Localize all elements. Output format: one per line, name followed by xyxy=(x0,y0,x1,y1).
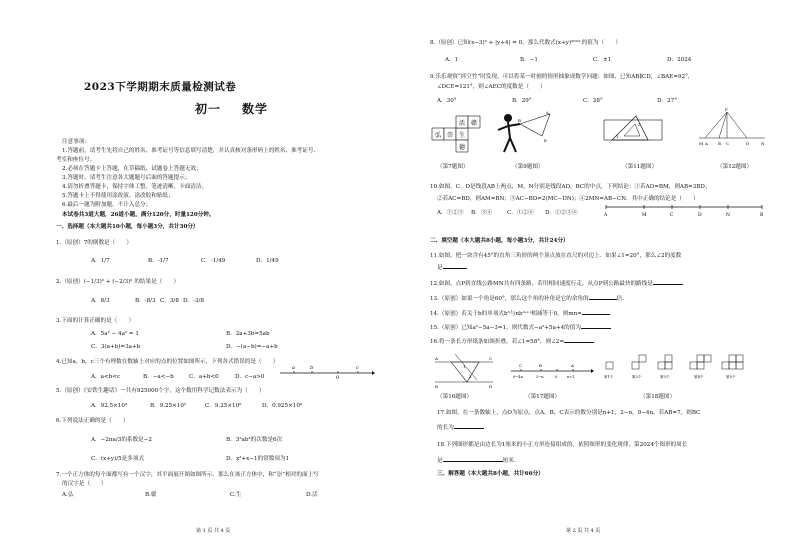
answer-blank[interactable] xyxy=(581,323,611,329)
q2-option-d: D．-3/8 xyxy=(183,298,204,304)
fig17-label: 0 xyxy=(555,375,558,379)
question-3: 3.下面的计算正确的是（ ） xyxy=(56,318,135,324)
fig12-label: M xyxy=(699,141,704,146)
fig-caption: （第16题图） xyxy=(437,394,473,400)
q6-option-a: A．−2πa/3的系数是−2 xyxy=(91,437,152,443)
q1-option-c: C．-1/49 xyxy=(201,258,226,264)
question-9: 9.乐乐观察“抖空竹”时发现，可以将某一时刻的情形抽象成数学问题：如图，已知AB∥CD，∠BAE=92°， xyxy=(430,74,694,80)
section-2-heading: 二、填空题（本大题共8小题，每小题3分，共计24分） xyxy=(430,238,569,244)
axis-label-a: a xyxy=(292,365,295,371)
notice-line: 6.最后一题为附加题，不计入总分； xyxy=(62,202,152,208)
exam-page-1 xyxy=(0,0,396,546)
segment-point-label: D xyxy=(698,213,702,217)
fig17-label: n+1 xyxy=(567,375,575,379)
answer-blank[interactable] xyxy=(582,309,610,315)
fig16-label: B xyxy=(435,384,438,389)
q9-option-c: C．28° xyxy=(583,98,603,104)
answer-blank[interactable] xyxy=(589,294,617,300)
exam-grade: 初一 xyxy=(195,102,222,116)
fig12-label: B xyxy=(718,141,721,146)
question-13: 13.（原创）如果一个角是60°，那么这个角的补角是它的余角的 倍． xyxy=(430,296,628,302)
q10-option-d: D．①②③④ xyxy=(545,210,578,216)
player-head xyxy=(504,114,512,122)
segment-point-label: M xyxy=(642,213,647,217)
fig-caption: （第17题图） xyxy=(525,394,561,400)
q2-option-b: B．-8/3 xyxy=(135,298,156,304)
q9-option-d: D．27° xyxy=(657,98,677,104)
page-2-footer: 第 2 页 共 4 页 xyxy=(566,528,601,534)
question-10-cont: ②若AC=BD，则AM=BN；③AC−BD=2(MC−DN)；④2MN=AB−CN．其中正确的结论是（ ） xyxy=(437,196,699,202)
cube-face-char: 生 xyxy=(459,132,466,139)
q5-option-b: B．9.25×10⁵ xyxy=(150,403,187,409)
section-3-heading: 三、解答题（本大题共8小题，共计66分） xyxy=(437,471,544,477)
q8-option-c: C．±1 xyxy=(593,57,612,63)
question-18: 18.下列图形都是由边长为1厘米的小正方形连接组成的，依照图形的变化规律，第2024个图形的周长 xyxy=(437,442,688,448)
fig17-label: A xyxy=(571,363,574,368)
fig18-label: 第4个 xyxy=(694,375,704,379)
answer-blank[interactable] xyxy=(653,279,683,285)
fig16-label: C xyxy=(489,356,493,361)
exam-title: 2023下学期期末质量检测试卷 xyxy=(84,81,237,93)
q18-square-pattern-figure xyxy=(602,352,762,388)
q2-option-a: A．8/3 xyxy=(91,298,110,304)
question-5: 5.（原创）《安铁生趣话》一共有925000个字，这个数用科学记数法表示为（ ） xyxy=(56,388,265,394)
angle-1-label: 1 xyxy=(616,134,619,139)
q3-option-b: B．2a+3b=5ab xyxy=(226,331,270,337)
question-11-cont: 是 xyxy=(437,263,467,272)
paths-from-p xyxy=(705,112,747,138)
question-6: 6.下列说法正确的是（ ） xyxy=(56,418,129,424)
axis-label-c: c xyxy=(356,365,359,371)
q4-option-a: A．a<b<c xyxy=(91,374,121,380)
answer-blank[interactable] xyxy=(443,456,503,462)
q1-option-d: D．1/49 xyxy=(256,258,279,264)
question-7-cont: 的汉字是（ ） xyxy=(62,481,107,487)
cube-face-char: 德 xyxy=(459,144,466,151)
answer-blank[interactable] xyxy=(564,337,594,343)
question-16: 16.将一条长方形纸条如图折叠，若∠1=58°，则∠2= xyxy=(430,337,594,346)
question-10: 10.如图，C，D是线段AB上两点，M，N分别是线段AD，BC的中点，下列结论：①若AD=BM，则AB=3BD； xyxy=(430,184,711,190)
q8-option-d: D．2024 xyxy=(667,57,692,63)
fig17-label: C xyxy=(519,363,523,368)
question-15: 15.（原创）已知a²−5a−3=1，则代数式−a²+5a+4的值为 xyxy=(430,323,611,332)
q4-option-b: B．−a<−b xyxy=(143,374,174,380)
number-line-arrow xyxy=(372,371,375,375)
segment-point-label: A xyxy=(604,213,608,217)
q10-segment-figure xyxy=(602,203,767,217)
notice-line: 3.答题时，请考生注意各大题题号后面的答题提示； xyxy=(62,175,191,181)
q5-option-a: A．92.5×10⁴ xyxy=(91,403,128,409)
fig9-label: B xyxy=(518,118,521,123)
fig12-label: D xyxy=(746,141,750,146)
cube-face-char: 赣 xyxy=(471,120,478,127)
q3-option-a: A．5a² − 4a² = 1 xyxy=(91,331,139,337)
question-8: 8.（原创）已知(x−3)² + |y+4| = 0，那么代数式(x+y)²⁰²⁴ 的值为（ ） xyxy=(430,40,621,46)
fig12-label: A xyxy=(705,141,708,146)
q9-diabolo-figure xyxy=(492,108,562,156)
angle-2-label: 2 xyxy=(638,122,641,127)
exam-subject: 数学 xyxy=(242,102,269,116)
q4-option-c: C．a+b<0 xyxy=(189,374,219,380)
segment-point-label: C xyxy=(670,213,674,217)
q6-option-b: B．3²ab³的次数是6次 xyxy=(226,437,283,443)
exam-page-2 xyxy=(397,0,794,546)
axis-label-b: b xyxy=(310,365,314,371)
segment-point-label: N xyxy=(726,213,730,217)
cube-face-char: 活 xyxy=(459,120,466,127)
fig18-label: 第5个 xyxy=(726,375,736,379)
q17-number-line-figure xyxy=(509,362,595,380)
notice-line: 考室和座位号； xyxy=(56,157,96,163)
question-7: 7.一个正方体的每个面都写有一个汉字，其平面展开图如图所示，那么在该正方体中，和“崇”相对的面上写 xyxy=(56,472,319,478)
fig18-label: 第3个 xyxy=(660,375,670,379)
fig-caption: （第7题图） xyxy=(437,164,469,170)
fig12-label: P xyxy=(725,108,728,112)
q10-option-b: B．③④ xyxy=(471,210,492,216)
q4-number-line-figure xyxy=(278,364,376,380)
fig-caption: （第9题图） xyxy=(512,164,544,170)
q9-option-a: A．30° xyxy=(437,98,457,104)
cube-face-char: 崇 xyxy=(447,132,454,139)
notice-line: 4.请勿折叠答题卡，保持字体工整、笔迹清晰、卡面清洁； xyxy=(62,184,208,190)
q1-option-b: B．-1/7 xyxy=(148,258,169,264)
notice-line: 1.答题前，请考生先将自己的姓名、准考证号等信息填写清楚，并认真核对条形码上的姓名、准考证号、 xyxy=(62,148,320,154)
fig9-label: A xyxy=(546,110,549,115)
cube-face-char: 弘 xyxy=(435,132,442,139)
page-1-footer: 第 1 页 共 4 页 xyxy=(196,528,231,534)
notice-line: 5.答题卡上不得使用涂改液、涂改胶和贴纸； xyxy=(62,193,174,199)
answer-blank[interactable] xyxy=(454,423,484,429)
q16-folded-strip-figure xyxy=(433,350,495,390)
q5-option-d: D．0.925×10⁶ xyxy=(262,403,303,409)
fig18-label: 第2个 xyxy=(632,375,642,379)
notice-line: 2.必须在答题卡上答题，在草稿纸、试题卷上答题无效； xyxy=(62,166,202,172)
q7-option-a: A.弘 xyxy=(62,492,74,498)
fig-caption: （第12题图） xyxy=(717,164,753,170)
diabolo-string xyxy=(520,114,550,136)
axis-label-0: 0 xyxy=(336,375,340,380)
q7-option-d: D.活 xyxy=(306,492,318,498)
q7-cube-net-figure xyxy=(430,112,488,154)
q2-option-c: C．3/8 xyxy=(160,298,179,304)
q1-option-a: A．1/7 xyxy=(91,258,110,264)
ruler xyxy=(604,120,662,140)
q3-option-d: D．−(a−b)=−a+b xyxy=(226,344,278,350)
q11-ruler-triangle-figure xyxy=(602,112,664,148)
fig9-label: E xyxy=(544,138,547,143)
question-11: 11.如图，把一块含有45°的直角三角形的两个顶点放在直尺的对边上．如果∠1=20°，那么∠2的度数 xyxy=(430,253,682,259)
q4-option-d: D．c−a>0 xyxy=(235,374,265,380)
player-body xyxy=(498,122,520,152)
question-12: 12.如图，点P到直线公路MN共有四条路，若用相同速度行走，从点P到公路最快的路线是 xyxy=(430,279,683,288)
section-1-heading: 一、选择题（本大题共10小题，每小题3分，共计30分） xyxy=(56,224,199,230)
q12-point-to-line-figure xyxy=(697,108,767,148)
q10-option-a: A．①②③ xyxy=(437,210,464,216)
fig17-label: B xyxy=(539,363,542,368)
q3-option-c: C．3(a+b)=3a+b xyxy=(91,344,141,350)
fig16-label: A xyxy=(435,356,438,361)
question-14: 14.（原创）若关于b的单项式b³与nbᵐ⁺¹相减等于0，则mn= xyxy=(430,309,610,318)
q9-option-b: B．29° xyxy=(512,98,532,104)
q5-option-c: C．9.25×10⁶ xyxy=(205,403,242,409)
fig17-label: 2−n xyxy=(536,375,544,379)
q10-option-c: C．①②④ xyxy=(507,210,534,216)
question-2: 2.（原创）(−1/3)² + (−2/3)² 的结果是（ ） xyxy=(56,279,180,285)
question-9-cont: ∠DCE=121°，则∠AEC的度数是（ ） xyxy=(437,84,546,90)
q6-option-d: D．x²+x−1的常数项为1 xyxy=(226,456,290,462)
fig16-label: D xyxy=(489,384,493,389)
q7-option-b: B.赣 xyxy=(145,492,157,498)
fig16-label: 2 xyxy=(469,374,472,379)
fig18-label: 第1个 xyxy=(604,375,614,379)
answer-blank[interactable] xyxy=(443,263,467,269)
fig-caption: （第18题图） xyxy=(640,394,676,400)
fig12-label: C xyxy=(726,141,730,146)
fig-caption: （第11题图） xyxy=(622,164,658,170)
question-1: 1.（原创）7的倒数是（ ） xyxy=(56,240,133,246)
question-17: 17.如图，在一条数轴上，点O为原点，点A，B，C表示的数分别是n+1，2−n，9−4n，若AB=7，则BC xyxy=(437,410,701,416)
question-4: 4.已知a，b，c三个有理数在数轴上对应的点的位置如图所示，下列各式错误的是（ ） xyxy=(56,359,279,365)
segment-point-label: B xyxy=(760,213,764,217)
question-17-cont: 的长为 xyxy=(437,423,484,432)
q6-option-c: C．(x+y)/5是多项式 xyxy=(91,456,145,462)
q7-option-c: C.生 xyxy=(230,492,242,498)
notice-title: 注意事项: xyxy=(62,139,87,145)
fig17-label: 9−4n xyxy=(513,375,523,379)
q8-option-b: B．−1 xyxy=(520,57,538,63)
q8-option-a: A．1 xyxy=(445,57,459,63)
question-18-cont: 是 厘米． xyxy=(437,458,520,464)
notice-summary: 本试卷共3道大题，26道小题，满分120分，时量120分钟。 xyxy=(62,212,215,218)
fig16-label: 1 xyxy=(463,364,466,369)
fig12-label: N xyxy=(761,141,765,146)
